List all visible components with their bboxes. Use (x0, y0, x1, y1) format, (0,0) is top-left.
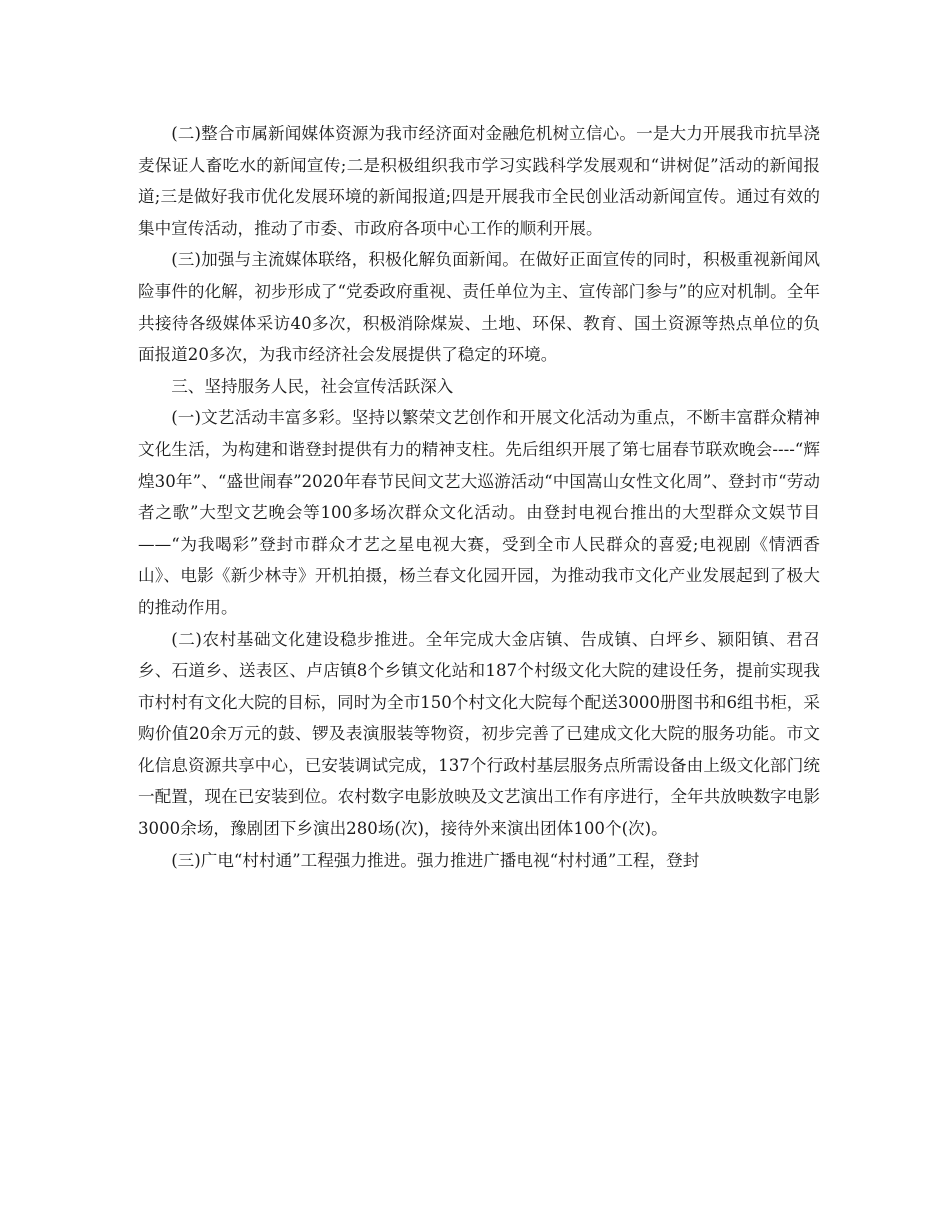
paragraph-rural-culture-construction: (二)农村基础文化建设稳步推进。全年完成大金店镇、告成镇、白坪乡、颍阳镇、君召乡、石道乡、送表区、卢店镇8个乡镇文化站和187个村级文化大院的建设任务，提前实现我市村村有文化大院的目标，同时为全市150个村文化大院每个配送3000册图书和6组书柜，采购价值20余万元的鼓、锣及表演服装等物资，初步完善了已建成文化大院的服务功能。市文化信息资源共享中心，已安装调试完成，137个行政村基层服务点所需设备由上级文化部门统一配置，现在已安装到位。农村数字电影放映及文艺演出工作有序进行，全年共放映数字电影3000余场，豫剧团下乡演出280场(次)，接待外来演出团体100个(次)。 (138, 629, 820, 839)
paragraph-mainstream-media-liaison: (三)加强与主流媒体联络，积极化解负面新闻。在做好正面宣传的同时，积极重视新闻风险事件的化解，初步形成了“党委政府重视、责任单位为主、宣传部门参与”的应对机制。全年共接待各级媒体采访40多次，积极消除煤炭、土地、环保、教育、国土资源等热点单位的负面报道20多次，为我市经济社会发展提供了稳定的环境。 (138, 250, 820, 365)
paragraph-news-media-integration: (二)整合市属新闻媒体资源为我市经济面对金融危机树立信心。一是大力开展我市抗旱浇麦保证人畜吃水的新闻宣传;二是积极组织我市学习实践科学发展观和“讲树促”活动的新闻报道;三是做好我市优化发展环境的新闻报道;四是开展我市全民创业活动新闻宣传。通过有效的集中宣传活动，推动了市委、市政府各项中心工作的顺利开展。 (138, 124, 820, 238)
section-heading-serve-people: 三、坚持服务人民，社会宣传活跃深入 (171, 376, 454, 396)
paragraph-village-broadcast-project: (三)广电“村村通”工程强力推进。强力推进广播电视“村村通”工程，登封 (171, 850, 700, 870)
paragraph-cultural-activities: (一)文艺活动丰富多彩。坚持以繁荣文艺创作和开展文化活动为重点，不断丰富群众精神文化生活，为构建和谐登封提供有力的精神支柱。先后组织开展了第七届春节联欢晚会----“辉煌30年”、“盛世闹春”2020年春节民间文艺大巡游活动“中国嵩山女性文化周”、登封市“劳动者之歌”大型文艺晚会等100多场次群众文化活动。由登封电视台推出的大型群众文娱节目——“为我喝彩”登封市群众才艺之星电视大赛，受到全市人民群众的喜爱;电视剧《情洒香山》、电影《新少林寺》开机拍摄，杨兰春文化园开园，为推动我市文化产业发展起到了极大的推动作用。 (138, 408, 820, 617)
document-body (138, 118, 820, 876)
